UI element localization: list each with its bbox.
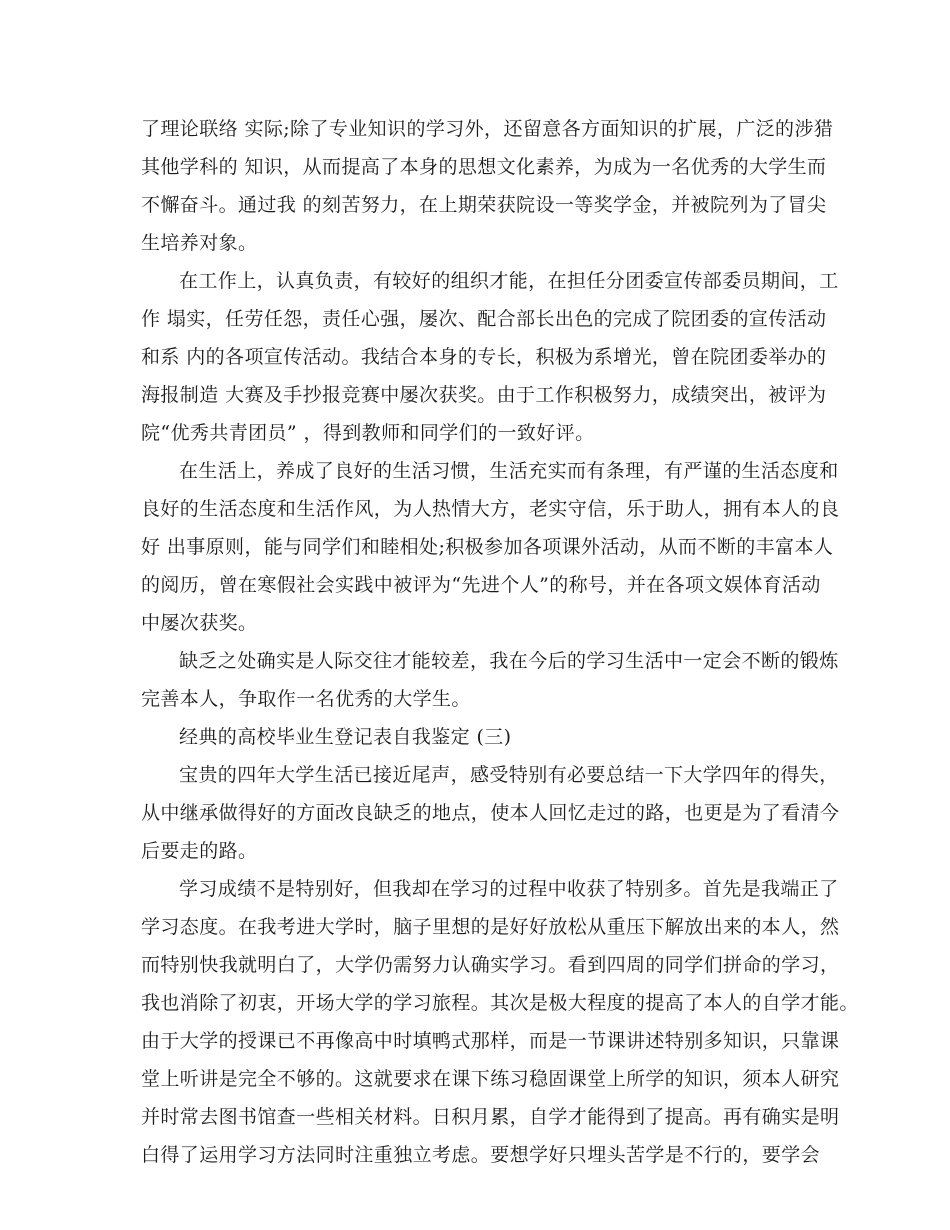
text-line: 其他学科的 知识，从而提高了本身的思想文化素养，为成为一名优秀的大学生而 — [141, 156, 827, 178]
paragraph-start-line: 缺乏之处确实是人际交往才能较差，我在今后的学习生活中一定会不断的锻炼 — [179, 650, 839, 672]
paragraph-start-line: 在生活上，养成了良好的生活习惯，生活充实而有条理，有严谨的生活态度和 — [179, 460, 839, 482]
text-line: 并时常去图书馆查一些相关材料。日积月累，自学才能得到了提高。再有确实是明 — [141, 1106, 840, 1128]
text-line: 堂上听讲是完全不够的。这就要求在课下练习稳固课堂上所学的知识，须本人研究 — [141, 1068, 840, 1090]
paragraph-start-line: 学习成绩不是特别好，但我却在学习的过程中收获了特别多。首先是我端正了 — [179, 878, 839, 900]
text-line: 从中继承做得好的方面改良缺乏的地点，使本人回忆走过的路，也更是为了看清今 — [141, 802, 840, 824]
text-line: 生培养对象。 — [141, 232, 258, 254]
text-line: 完善本人，争取作一名优秀的大学生。 — [141, 688, 471, 710]
text-line: 学习态度。在我考进大学时，脑子里想的是好好放松从重压下解放出来的本人，然 — [141, 916, 840, 938]
text-line: 院“优秀共青团员” ，得到教师和同学们的一致好评。 — [141, 422, 595, 444]
text-line: 作 塌实，任劳任怨，责任心强，屡次、配合部长出色的完成了院团委的宣传活动 — [141, 308, 827, 330]
text-line: 我也消除了初衷，开场大学的学习旅程。其次是极大程度的提高了本人的自学才能。 — [141, 992, 859, 1014]
text-line: 的阅历，曾在寒假社会实践中被评为“先进个人”的称号，并在各项文娱体育活动 — [141, 574, 821, 596]
section-heading: 经典的高校毕业生登记表自我鉴定 (三) — [179, 726, 512, 748]
document-body — [141, 110, 859, 1174]
text-line: 了理论联络 实际;除了专业知识的学习外，还留意各方面知识的扩展，广泛的涉猎 — [141, 118, 834, 140]
text-line: 而特别快我就明白了，大学仍需努力认确实学习。看到四周的同学们拼命的学习， — [141, 954, 840, 976]
text-line: 由于大学的授课已不再像高中时填鸭式那样，而是一节课讲述特别多知识，只靠课 — [141, 1030, 840, 1052]
text-line: 不懈奋斗。通过我 的刻苦努力，在上期荣获院设一等奖学金，并被院列为了冒尖 — [141, 194, 827, 216]
paragraph-start-line: 宝贵的四年大学生活已接近尾声，感受特别有必要总结一下大学四年的得失， — [179, 764, 839, 786]
text-line: 和系 内的各项宣传活动。我结合本身的专长，积极为系增光，曾在院团委举办的 — [141, 346, 827, 368]
paragraph-start-line: 在工作上，认真负责，有较好的组织才能，在担任分团委宣传部委员期间，工 — [179, 270, 839, 292]
text-line: 海报制造 大赛及手抄报竞赛中屡次获奖。由于工作积极努力，成绩突出，被评为 — [141, 384, 827, 406]
text-line: 后要走的路。 — [141, 840, 258, 862]
text-line: 良好的生活态度和生活作风，为人热情大方，老实守信，乐于助人，拥有本人的良 — [141, 498, 840, 520]
text-line: 白得了运用学习方法同时注重独立考虑。要想学好只埋头苦学是不行的，要学会 — [141, 1144, 821, 1166]
text-line: 中屡次获奖。 — [141, 612, 258, 634]
text-line: 好 出事原则，能与同学们和睦相处;积极参加各项课外活动，从而不断的丰富本人 — [141, 536, 834, 558]
